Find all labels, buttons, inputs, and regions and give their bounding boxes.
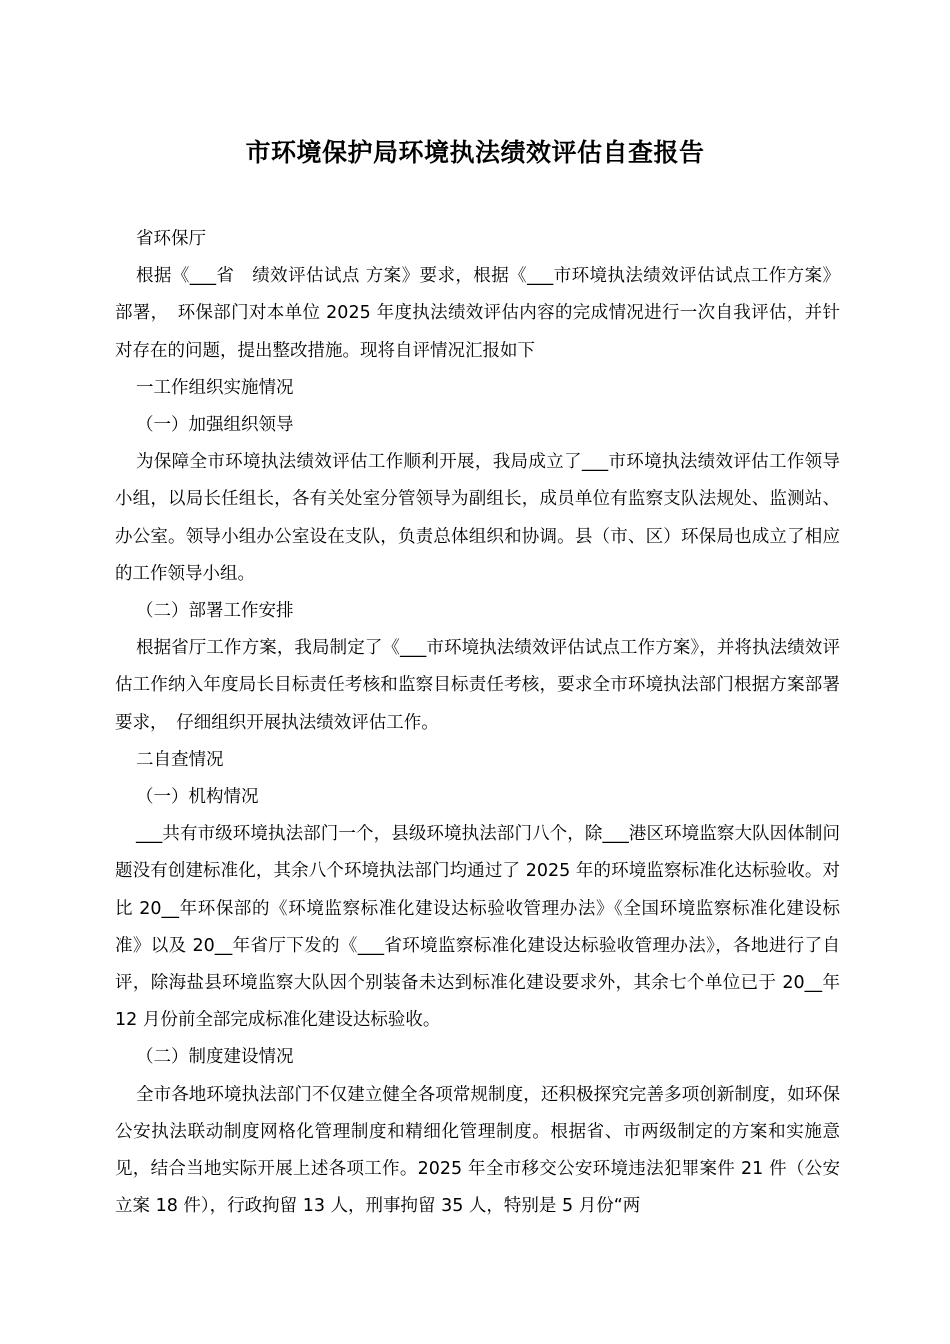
document-title: 市环境保护局环境执法绩效评估自查报告 [245,138,705,167]
section-heading-1: 一工作组织实施情况 [136,377,294,398]
subsection-heading-1-1: （一）加强组织领导 [136,415,294,436]
paragraph-organization: 为保障全市环境执法绩效评估工作顺利开展，我局成立了___市环境执法绩效评估工作领导小组，以局长任组长，各有关处室分管领导为副组长，成员单位有监察支队法规处、监测站、办公室。领导小组办公室设在支队，负责总体组织和协调。县（市、区）环保局也成立了相应的工作领导小组。 [115,452,840,584]
paragraph-systems: 全市各地环境执法部门不仅建立健全各项常规制度，还积极探究完善多项创新制度，如环保公安执法联动制度网格化管理制度和精细化管理制度。根据省、市两级制定的方案和实施意见，结合当地实际开展上述各项工作。2025 年全市移交公安环境违法犯罪案件 21 件（公安立案 18 件），行政拘留 13 人，刑事拘留 35 人，特别是 5 月份“两 [115,1084,840,1217]
salutation: 省环保厅 [136,229,206,249]
section-heading-2: 二自查情况 [136,749,224,770]
paragraph-deployment: 根据省厅工作方案，我局制定了《___市环境执法绩效评估试点工作方案》，并将执法绩效评估工作纳入年度局长目标责任考核和监察目标责任考核，要求全市环境执法部门根据方案部署要求， 仔细组织开展执法绩效评估工作。 [115,638,840,733]
subsection-heading-2-1: （一）机构情况 [136,787,259,808]
intro-paragraph: 根据《___省 绩效评估试点 方案》要求，根据《___市环境执法绩效评估试点工作方案》部署， 环保部门对本单位 2025 年度执法绩效评估内容的完成情况进行一次自我评估，并针对存在的问题，提出整改措施。现将自评情况汇报如下 [115,266,840,361]
subsection-heading-2-2: （二）制度建设情况 [136,1047,294,1068]
subsection-heading-1-2: （二）部署工作安排 [136,601,294,622]
document-body [115,221,840,1225]
paragraph-institutions: ___共有市级环境执法部门一个，县级环境执法部门八个，除___港区环境监察大队因体制问题没有创建标准化，其余八个环境执法部门均通过了 2025 年的环境监察标准化达标验收。对比 20__年环保部的《环境监察标准化建设达标验收管理办法》《全国环境监察标准化建设标准》以及 20__年省厅下发的《___省环境监察标准化建设达标验收管理办法》，各地进行了自评，除海盐县环境监察大队因个别装备未达到标准化建设要求外，其余七个单位已于 20__年 12 月份前全部完成标准化建设达标验收。 [115,824,840,1031]
